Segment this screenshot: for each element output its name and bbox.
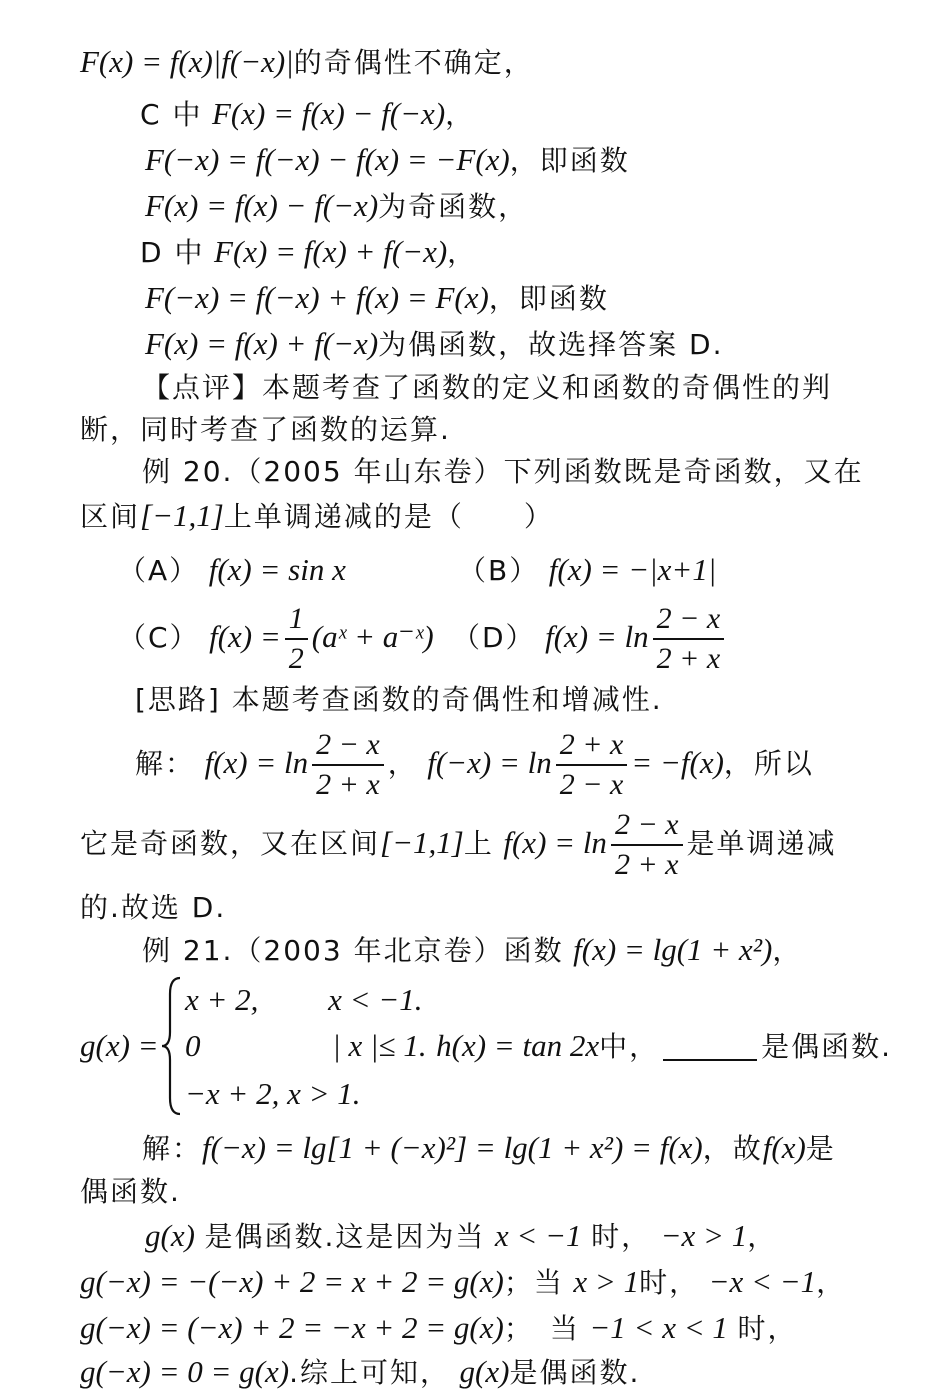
numerator: 2 + x [556,726,628,766]
line-1 [80,42,534,83]
solution-line-1 [135,726,814,806]
fraction-half [285,600,308,678]
formula: F(−x) = f(−x) − f(x) = −F(x) [145,142,510,177]
formula: f(x) = ln [204,745,309,780]
solution-21-line-1 [142,1128,836,1169]
formula: F(x) = f(x)|f(−x)| [80,44,294,79]
example-20-title [142,452,864,492]
text: 区间 [80,500,141,533]
text: ， [772,934,803,967]
comment-line-1 [142,368,832,408]
formula: [−1,1] [140,498,224,533]
example-20-line-2 [80,496,554,537]
text: 的.故选 D. [80,891,227,924]
g-line-2 [80,1262,846,1303]
g-line-1 [145,1216,777,1257]
text: 时， [591,1220,652,1253]
fraction [556,726,628,804]
formula: f(x) = −|x+1| [548,552,717,587]
formula: F(−x) = f(−x) + f(x) = F(x) [145,280,489,315]
option-d [452,600,728,680]
g-line-3 [80,1308,797,1349]
text: 解： [135,747,196,780]
text: 时， [737,1312,798,1345]
formula: −1 < x < 1 [589,1310,728,1345]
text: C 中 [140,98,203,131]
text: 是单调递减 [686,827,837,860]
numerator: 2 − x [312,726,384,766]
text: ， [747,1220,778,1253]
formula: f(x) [762,1130,806,1165]
text: ， [447,236,478,269]
formula: f(−x) = ln [427,745,552,780]
text: 断，同时考查了函数的运算. [80,413,451,446]
formula: = −f(x) [631,745,724,780]
text: 解： [142,1132,203,1165]
text: 例 20.（2005 年山东卷）下列函数既是奇函数，又在 [142,455,864,488]
denominator: 2 [288,642,304,675]
option-label: （C） [118,621,200,654]
option-a [118,550,346,591]
formula: h(x) = tan 2x [436,1028,600,1063]
formula: f(x) = lg(1 + x²) [573,932,773,967]
text: ； 当 [503,1312,580,1345]
text: ， [445,98,476,131]
formula: f(x) = sin x [208,552,346,587]
fraction [611,806,683,884]
brace-icon [160,974,184,1118]
denominator: 2 + x [316,768,380,801]
formula: F(x) = f(x) + f(−x) [145,326,379,361]
idea-line [135,680,663,720]
piecewise-case-1 [185,980,423,1021]
formula: x > 1 [573,1264,640,1299]
denominator: 2 + x [656,642,721,675]
piecewise-case-2 [185,1026,892,1067]
text: 【点评】本题考查了函数的定义和函数的奇偶性的判 [142,371,833,404]
numerator: 2 − x [611,806,683,846]
text: 时， [639,1266,700,1299]
text: ，即函数 [488,282,609,315]
denominator: 2 − x [559,768,624,801]
text: 中， [599,1030,660,1063]
text: ， [387,747,418,780]
line-5 [140,232,477,273]
formula: 0 | x |≤ 1. [185,1028,427,1063]
option-b [458,550,716,591]
g-line-4 [80,1352,640,1393]
answer-blank[interactable] [663,1035,757,1061]
text: D 中 [140,236,205,269]
formula: (aˣ + a⁻ˣ) [311,619,434,654]
text: 为偶函数，故选择答案 D. [378,328,724,361]
formula: F(x) = f(x) + f(−x) [214,234,448,269]
piecewise-label [80,1026,159,1067]
formula: x < −1 [494,1218,582,1253]
fraction [312,726,384,804]
formula: g(−x) = 0 = g(x) [80,1354,290,1389]
text: 它是奇函数，又在区间 [80,827,381,860]
text: 是偶函数. [761,1030,892,1063]
piecewise-case-3 [185,1074,361,1115]
line-6 [145,278,609,319]
text: ， [816,1266,847,1299]
text: 上单调递减的是（ ） [223,500,554,533]
fraction [653,600,725,678]
text: ，故 [702,1132,763,1165]
text: ，所以 [723,747,814,780]
option-label: （A） [118,554,200,587]
formula: g(x) = [80,1028,159,1063]
text: 是偶函数.这是因为当 [204,1220,486,1253]
formula: [−1,1] [380,825,464,860]
solution-line-3 [80,888,226,928]
option-c [118,600,434,680]
comment-line-2 [80,410,451,450]
formula: −x < −1 [708,1264,817,1299]
formula: f(x) = ln [545,619,649,654]
formula: g(−x) = (−x) + 2 = −x + 2 = g(x) [80,1310,504,1345]
text: .综上可知， [289,1356,450,1389]
option-label: （B） [458,554,540,587]
formula: −x + 2, x > 1. [185,1076,361,1111]
numerator: 1 [285,600,308,640]
solution-line-2 [80,806,837,886]
formula: g(x) [145,1218,195,1253]
formula: f(x) = [209,619,281,654]
text: 是 [805,1132,836,1165]
text: 是偶函数. [509,1356,641,1389]
option-label: （D） [452,621,536,654]
text: [思路] 本题考查函数的奇偶性和增减性. [135,683,663,716]
formula: F(x) = f(x) − f(−x) [212,96,446,131]
text: 为奇函数， [378,190,529,223]
formula: g(−x) = −(−x) + 2 = x + 2 = g(x) [80,1264,504,1299]
formula: −x > 1 [660,1218,748,1253]
solution-21-line-2 [80,1172,181,1212]
numerator: 2 − x [653,600,725,640]
text: 例 21.（2003 年北京卷）函数 [142,934,564,967]
text: ，即函数 [509,144,630,177]
formula: F(x) = f(x) − f(−x) [145,188,379,223]
text: 上 [463,827,494,860]
text: 的奇偶性不确定， [293,46,534,79]
line-4 [145,186,528,227]
line-2 [140,94,475,135]
formula: f(x) = ln [503,825,607,860]
formula: f(−x) = lg[1 + (−x)²] = lg(1 + x²) = f(x) [202,1130,703,1165]
formula: g(x) [459,1354,510,1389]
line-3 [145,140,630,181]
line-7 [145,324,724,365]
example-21-title [142,930,802,971]
formula: x + 2, x < −1. [185,982,423,1017]
text: 偶函数. [80,1175,181,1208]
denominator: 2 + x [614,848,679,881]
text: ；当 [503,1266,564,1299]
